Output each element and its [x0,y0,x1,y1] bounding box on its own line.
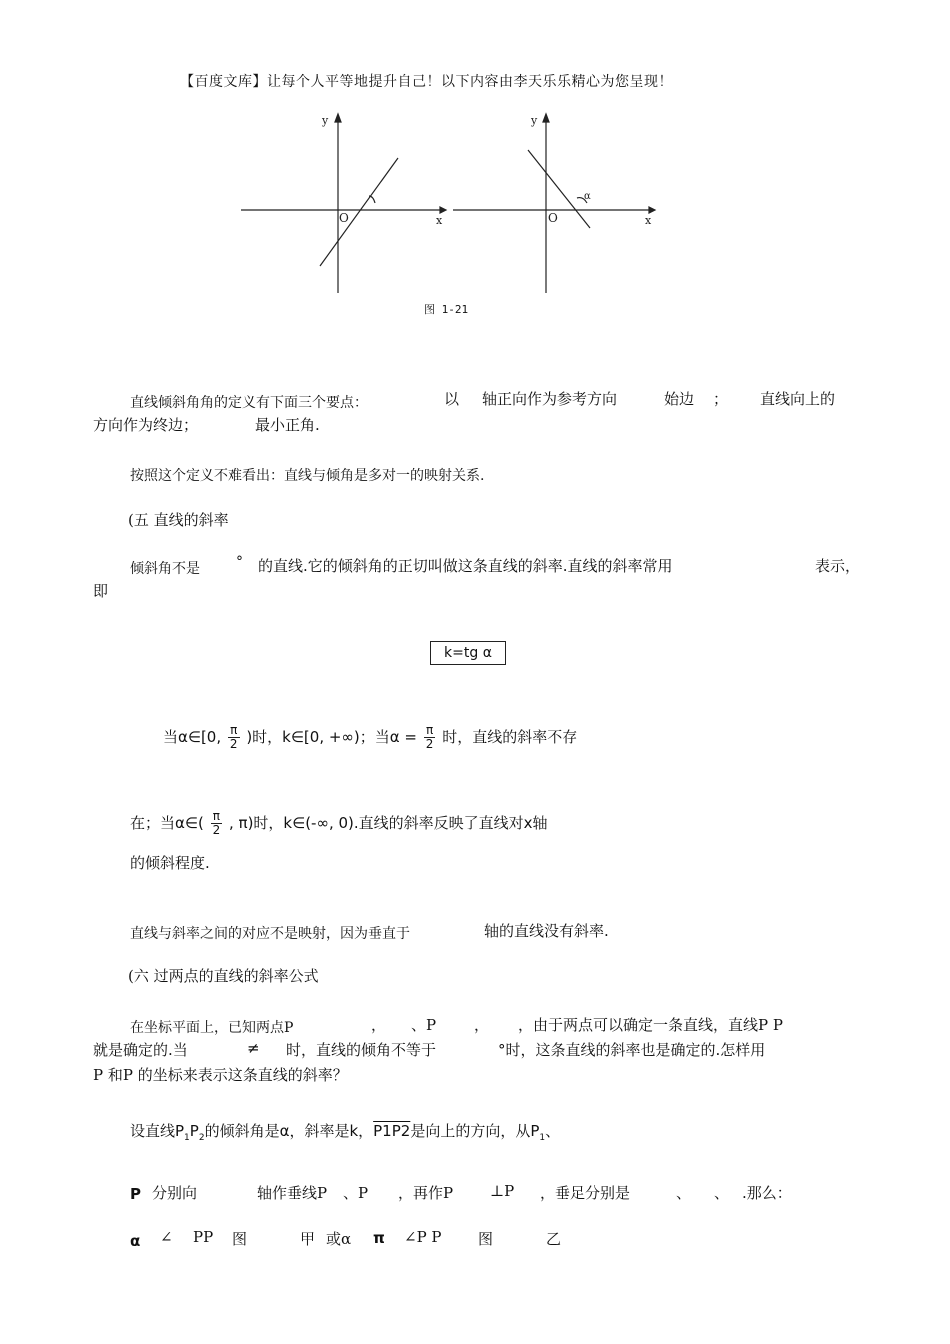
pi-over-2-fraction-2 [424,724,436,751]
para6-b: P [189,1122,199,1140]
when-line-2 [130,810,548,837]
section-5-heading: (五 直线的斜率 [128,511,229,529]
when1-a: 当α∈[0, [163,728,222,746]
frac-num-3: π [211,810,223,824]
left-origin-label: O [339,211,349,225]
left-x-arrow [440,207,446,213]
para3-a: 倾斜角不是 [130,561,200,577]
para1-h: 最小正角. [255,416,320,434]
para5-l1e: ，由于两点可以确定一条直线，直线P P [518,1016,783,1034]
para7-c: 轴作垂线P [257,1184,328,1202]
when2-b: , π)时，k∈(-∞, 0).直线的斜率反映了直线对x轴 [229,814,548,832]
para8-c: PP [193,1228,214,1246]
para5-l1c: 、P [411,1016,437,1034]
para6-s2: 2 [198,1133,205,1143]
para8-e: 甲 [300,1230,316,1248]
pi-over-2-fraction [228,724,240,751]
para5-l2b: ≠ [247,1039,260,1057]
para1-c: 轴正向作为参考方向 [482,390,618,408]
para8-b: ∠ [160,1228,173,1246]
para7-b: 分别向 [152,1184,198,1202]
para3-b: ° [236,554,243,570]
para7-a: P [130,1185,141,1203]
para5-l1d: ， [474,1016,490,1034]
para6-c: 的倾斜角是α，斜率是k， [204,1122,374,1140]
para8-d: 图 [232,1230,248,1248]
para5-l2a: 就是确定的.当 [93,1041,188,1059]
left-x-label: x [436,214,443,227]
para3-d: 表示， [815,557,861,575]
when1-b: )时，k∈[0, +∞)；当α = [246,728,418,746]
frac-num: π [228,724,240,738]
para4-b: 轴的直线没有斜率. [484,922,609,940]
para8-a: α [130,1232,141,1250]
para5-l2c: 时，直线的倾角不等于 [286,1041,437,1059]
para6-s3: 1 [539,1133,546,1143]
para8-f: 或α [326,1230,352,1248]
left-y-label: y [322,114,329,127]
para7-d: 、P [343,1184,369,1202]
para8-j: 乙 [546,1230,562,1248]
left-y-arrow [335,114,341,122]
para5-l3: P 和P 的坐标来表示这条直线的斜率？ [93,1066,348,1084]
para1-e: ； [713,390,729,408]
para7-i: 、 [714,1184,730,1202]
para7-j: .那么： [742,1184,792,1202]
para4-a: 直线与斜率之间的对应不是映射，因为垂直于 [130,926,410,942]
section-6-heading: (六 过两点的直线的斜率公式 [128,967,319,985]
left-graph [241,114,446,293]
left-line [320,158,398,266]
frac-den-2: 2 [425,737,434,751]
slope-formula-box: k=tg α [430,641,506,665]
right-y-arrow [543,114,549,122]
right-graph [453,114,655,293]
para8-h: ∠P P [404,1228,442,1246]
para1-b: 以 [444,390,460,408]
right-alpha-label: α [584,191,591,202]
figure-1-21 [235,108,665,300]
right-line [528,150,590,228]
para5-l1a: 在坐标平面上，已知两点P [130,1020,294,1036]
para3-e: 即 [93,582,109,600]
para8-i: 图 [478,1230,494,1248]
para1-g: 方向作为终边； [93,416,199,434]
para6-a: 设直线P [130,1122,185,1140]
para7-h: 、 [676,1184,692,1202]
para7-f: ⊥P [490,1182,515,1200]
para2: 按照这个定义不难看出：直线与倾角是多对一的映射关系. [130,468,485,484]
para6-e: 、 [545,1122,561,1140]
para5-l1b: ， [371,1016,387,1034]
para6 [130,1120,560,1143]
para5-l2d: °时，这条直线的斜率也是确定的.怎样用 [498,1041,766,1059]
when1-c: 时，直线的斜率不存 [442,728,578,746]
frac-den-3: 2 [212,823,221,837]
when-line-1 [163,724,577,751]
para8-g: π [373,1229,385,1247]
para1-f: 直线向上的 [760,390,836,408]
when2-c: 的倾斜程度. [130,854,210,872]
pi-over-2-fraction-3 [211,810,223,837]
right-origin-label: O [548,211,558,225]
right-x-arrow [649,207,655,213]
para6-vector: P1P2 [373,1122,411,1140]
page-header: 【百度文库】让每个人平等地提升自己！以下内容由李天乐乐精心为您呈现！ [180,74,673,90]
para7-e: ，再作P [398,1184,454,1202]
para3-c: 的直线.它的倾斜角的正切叫做这条直线的斜率.直线的斜率常用 [258,557,673,575]
para7-g: ，垂足分别是 [540,1184,631,1202]
para1-d: 始边 [664,390,695,408]
para6-d: 是向上的方向，从P [410,1122,540,1140]
right-x-label: x [645,214,652,227]
right-y-label: y [531,114,538,127]
para1-a: 直线倾斜角角的定义有下面三个要点： [130,395,368,411]
frac-num-2: π [424,724,436,738]
when2-a: 在；当α∈( [130,814,204,832]
frac-den: 2 [229,737,238,751]
para6-s1: 1 [184,1133,190,1143]
figure-caption: 图 1-21 [424,303,469,316]
